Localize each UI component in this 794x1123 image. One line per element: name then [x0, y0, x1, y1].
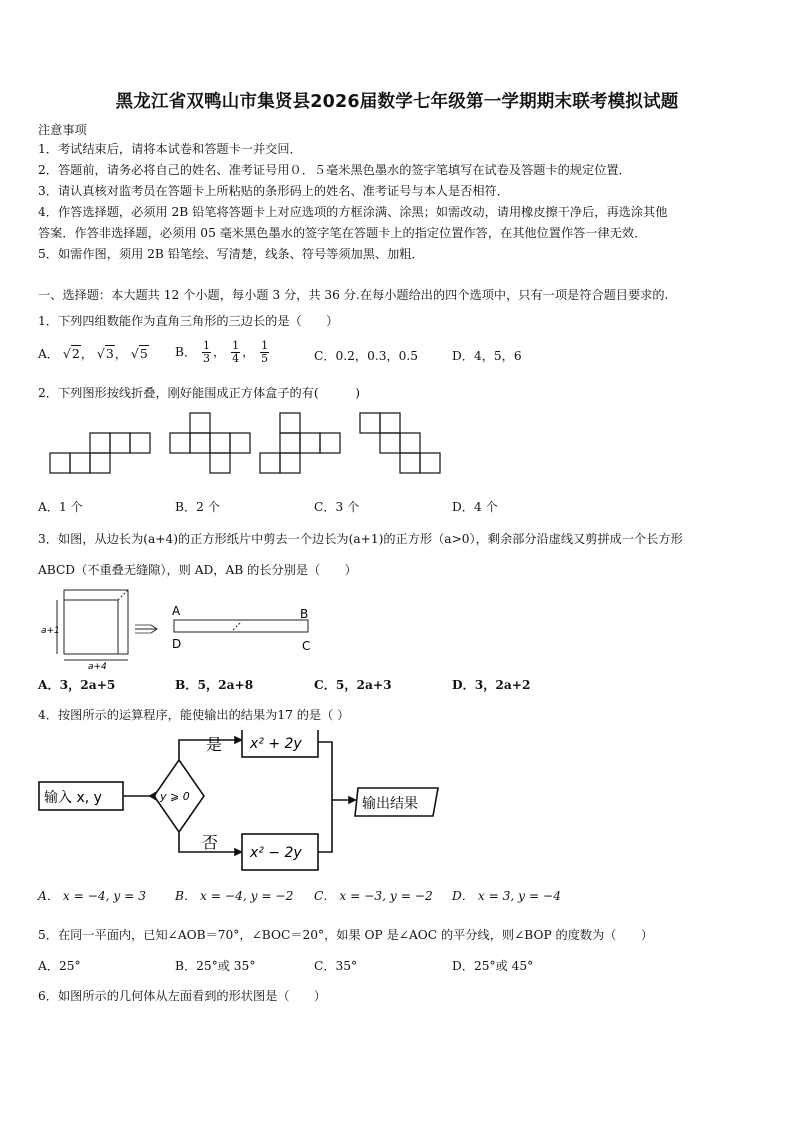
radicand: 2	[71, 346, 80, 361]
cut-line	[118, 590, 128, 600]
radicand: 5	[139, 346, 148, 361]
q1-option-c: C．0.2，0.3，0.5	[314, 349, 419, 363]
section-heading: 一、选择题：本大题共 12 个小题，每小题 3 分，共 36 分.在每小题给出的四个选项中，只有一项是符合题目要求的.	[38, 288, 669, 302]
q3-option-b: B．5，2a+8	[175, 678, 254, 692]
expr-yes-label: x² + 2y	[250, 736, 302, 752]
question-1-stem: 1．下列四组数能作为直角三角形的三边长的是（ ）	[38, 314, 339, 328]
fraction	[231, 340, 240, 365]
arrowhead	[349, 797, 355, 803]
q5-option-c: C．35°	[314, 959, 358, 973]
q4-option-c: C． x = −3, y = −2	[314, 889, 433, 903]
notice-item: 4．作答选择题，必须用 2B 铅笔将答题卡上对应选项的方框涂满、涂黑；如需改动，请用橡皮擦干净后，再选涂其他	[38, 205, 668, 219]
numerator: 1	[232, 339, 240, 352]
cube-net-1	[50, 433, 150, 473]
q4-option-b: B． x = −4, y = −2	[175, 889, 294, 903]
vertex-c: C	[302, 639, 311, 653]
rectangle-abcd	[174, 620, 308, 632]
q1-option-b-label: B．	[175, 345, 197, 359]
page-title: 黑龙江省双鸭山市集贤县2026届数学七年级第一学期期末联考模拟试题	[115, 92, 679, 112]
q3-option-d: D．3，2a+2	[452, 678, 531, 692]
inner-square	[64, 600, 118, 654]
q5-option-d: D．25°或 45°	[452, 959, 534, 973]
denominator: 4	[232, 352, 240, 365]
yes-label: 是	[206, 735, 223, 754]
notice-item: 5．如需作图，须用 2B 铅笔绘、写清楚，线条、符号等须加黑、加粗．	[38, 247, 424, 261]
question-2-stem: 2．下列图形按线折叠，刚好能围成正方体盒子的有( )	[38, 386, 360, 400]
radicand: 3	[105, 346, 114, 361]
q1-option-a: A． √2， √3， √5	[38, 346, 148, 361]
q1-option-d: D．4，5，6	[452, 349, 522, 363]
q2-option-d: D．4 个	[452, 500, 498, 514]
question-6-stem: 6．如图所示的几何体从左面看到的形状图是（ ）	[38, 989, 327, 1003]
arrow-icon	[135, 625, 157, 633]
sqrt-symbol: √5	[130, 346, 148, 361]
q5-option-a: A．25°	[38, 959, 81, 973]
notice-item: 2．答题前，请务必将自己的姓名、准考证号用０．５毫米黑色墨水的签字笔填写在试卷及答题卡的规定位置．	[38, 163, 631, 177]
vertex-b: B	[300, 607, 309, 621]
cube-nets-figure	[45, 410, 445, 480]
question-5-stem: 5．在同一平面内，已知∠AOB＝70°，∠BOC＝20°，如果 OP 是∠AOC 的平分线，则∠BOP 的度数为（ ）	[38, 928, 654, 942]
output-label: 输出结果	[362, 796, 418, 812]
cut-line	[233, 622, 241, 630]
input-label: 输入 x, y	[44, 790, 102, 806]
sqrt-symbol: √2	[62, 346, 80, 361]
fraction	[202, 340, 211, 365]
question-3-stem: 3．如图，从边长为(a+4)的正方形纸片中剪去一个边长为(a+1)的正方形（a>0），剩余部分沿虚线又剪拼成一个长方形	[38, 532, 683, 546]
numerator: 1	[261, 339, 269, 352]
condition-label: y ⩾ 0	[160, 790, 190, 803]
notice-heading: 注意事项	[38, 123, 87, 137]
numerator: 1	[203, 339, 211, 352]
notice-item: 3．请认真核对监考员在答题卡上所粘贴的条形码上的姓名、准考证号与本人是否相符．	[38, 184, 509, 198]
q2-option-a: A．1 个	[38, 500, 83, 514]
q4-option-a: A． x = −4, y = 3	[38, 889, 147, 903]
q1-option-b: B． $\frac{1}{3}$ ， $\frac{1}{4}$ ， $\frac{1}{5}$	[175, 339, 269, 365]
label-a-plus-4: a+4	[88, 662, 107, 670]
vertex-a: A	[172, 604, 181, 618]
arrowhead	[235, 737, 241, 743]
q5-option-b: B．25°或 35°	[175, 959, 256, 973]
q4-option-d: D． x = 3, y = −4	[452, 889, 561, 903]
cube-net-2	[170, 413, 250, 473]
sqrt-symbol: √3	[96, 346, 114, 361]
vertex-d: D	[172, 637, 182, 651]
denominator: 5	[261, 352, 269, 365]
notice-item: 答案．作答非选择题，必须用 05 毫米黑色墨水的签字笔在答题卡上的指定位置作答，在其他位置作答一律无效．	[38, 226, 647, 240]
q3-option-c: C．5，2a+3	[314, 678, 392, 692]
denominator: 3	[203, 352, 211, 365]
square-cut-figure	[38, 582, 328, 670]
notice-item: 1．考试结束后，请将本试卷和答题卡一并交回．	[38, 142, 302, 156]
no-label: 否	[202, 833, 219, 852]
question-4-stem: 4．按图所示的运算程序，能使输出的结果为17 的是（ ）	[38, 708, 350, 722]
expr-no-label: x² − 2y	[250, 845, 302, 861]
cube-net-4	[360, 413, 440, 473]
label-a-plus-1: a+1	[41, 626, 60, 636]
q3-option-a: A．3，2a+5	[38, 678, 116, 692]
question-3-stem-cont: ABCD（不重叠无缝隙），则 AD，AB 的长分别是（ ）	[38, 563, 357, 577]
q2-option-b: B．2 个	[175, 500, 220, 514]
flowchart-figure	[36, 730, 446, 875]
arrowhead	[235, 849, 241, 855]
merge-line	[318, 742, 332, 852]
cube-net-3	[260, 413, 340, 473]
fraction	[260, 340, 269, 365]
q2-option-c: C．3 个	[314, 500, 360, 514]
q1-option-a-label: A．	[38, 347, 59, 361]
